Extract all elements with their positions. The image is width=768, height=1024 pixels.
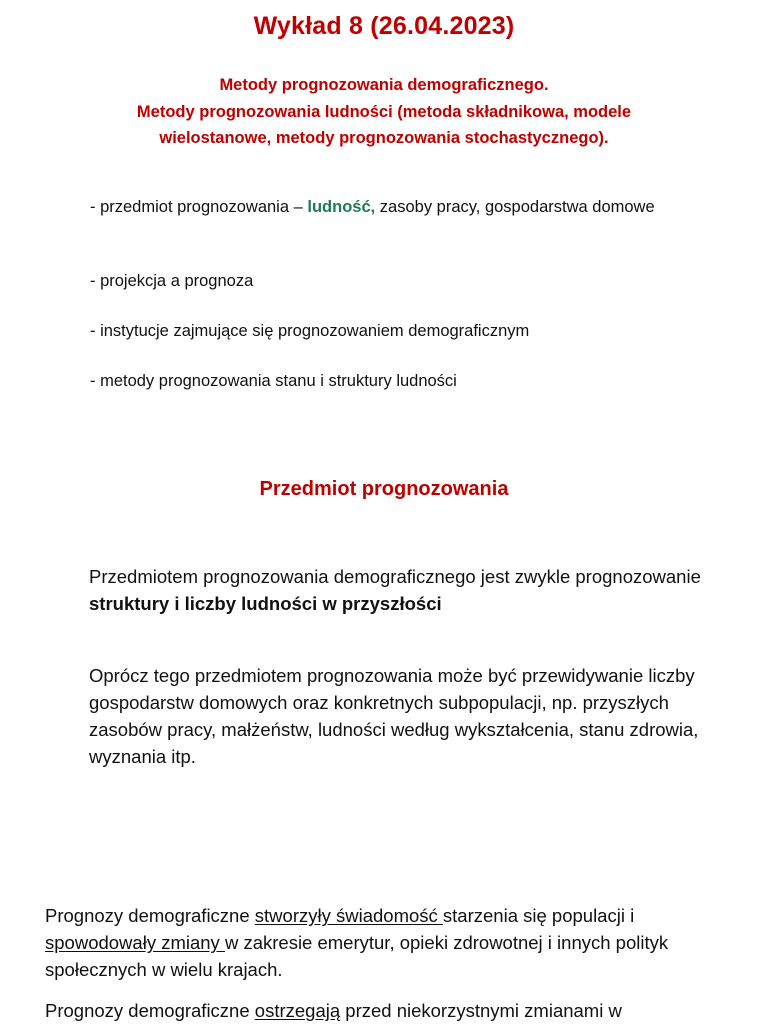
- paragraph-warnings: [45, 997, 735, 1024]
- page-title: Wykład 8 (26.04.2023): [253, 12, 515, 40]
- bullet-projection: - projekcja a prognoza: [90, 272, 254, 290]
- p4-b: przed niekorzystnymi zmianami w: [340, 1000, 622, 1021]
- paragraph-subject-text: Przedmiotem prognozowania demograficznego jest zwykle prognozowanie: [89, 566, 701, 587]
- paragraph-subject: [89, 563, 729, 617]
- p4-a: Prognozy demograficzne: [45, 1000, 255, 1021]
- p3-underline-2: spowodowały zmiany: [45, 932, 225, 953]
- bullet-subject-suffix: zasoby pracy, gospodarstwa domowe: [375, 198, 655, 216]
- section-heading: Przedmiot prognozowania: [259, 478, 509, 500]
- p3-a: Prognozy demograficzne: [45, 905, 255, 926]
- subtitle-line-2: Metody prognozowania ludności (metoda składnikowa, modele: [136, 103, 632, 121]
- bullet-subject: [90, 195, 710, 219]
- paragraph-ageing: [45, 902, 735, 983]
- p3-underline-1: stworzyły świadomość: [254, 905, 443, 926]
- paragraph-subject-bold: struktury i liczby ludności w przyszłości: [89, 593, 442, 614]
- p3-c: w zakresie emerytur, opieki zdrowotnej i innych polityk społecznych w wielu krajach.: [45, 932, 669, 980]
- bullet-subject-highlight: ludność,: [307, 198, 376, 216]
- bullet-methods: - metody prognozowania stanu i struktury ludności: [90, 372, 457, 390]
- bullet-subject-prefix: - przedmiot prognozowania –: [90, 198, 308, 216]
- p3-b: starzenia się populacji i: [442, 905, 635, 926]
- paragraph-other-subjects: Oprócz tego przedmiotem prognozowania może być przewidywanie liczby gospodarstw domowych oraz konkretnych subpopulacji, np. przyszłych zasobów pracy, małżeństw, ludności według wykształcenia, stanu zdrowia, wyznania itp.: [89, 665, 699, 767]
- bullet-institutions: - instytucje zajmujące się prognozowaniem demograficznym: [90, 322, 530, 340]
- subtitle-line-3: wielostanowe, metody prognozowania stochastycznego).: [159, 129, 609, 147]
- p4-underline: ostrzegają: [254, 1000, 341, 1021]
- subtitle-line-1: Metody prognozowania demograficznego.: [219, 76, 549, 94]
